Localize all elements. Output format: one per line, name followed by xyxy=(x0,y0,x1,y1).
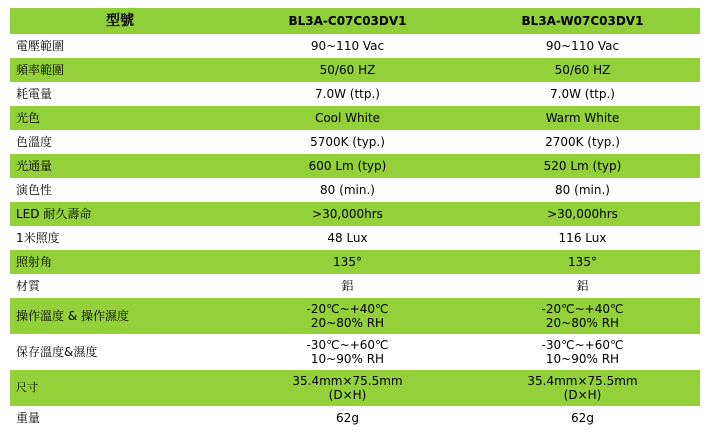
table-row xyxy=(10,130,700,154)
row-label: 頻率範圍 xyxy=(16,63,65,77)
row-value-2 xyxy=(465,338,700,366)
row-value-2-line-2: (D×H) xyxy=(563,388,602,402)
row-label: 光通量 xyxy=(16,159,53,173)
row-label: 色溫度 xyxy=(16,135,53,149)
row-label: 操作溫度 & 操作濕度 xyxy=(16,309,129,323)
row-value-2: Warm White xyxy=(545,111,620,125)
table-row xyxy=(10,154,700,178)
row-value-1: 80 (min.) xyxy=(320,183,375,197)
table-row xyxy=(10,202,700,226)
row-label: 電壓範圍 xyxy=(16,39,65,53)
header-label: 型號 xyxy=(106,13,134,29)
row-value-2: >30,000hrs xyxy=(547,207,618,221)
row-value-2-line-2: 10~90% RH xyxy=(545,352,620,366)
row-label: 照射角 xyxy=(16,255,53,269)
table-row xyxy=(10,34,700,58)
header-model-2: BL3A-W07C03DV1 xyxy=(521,14,644,28)
row-value-1 xyxy=(230,374,465,402)
row-label: 保存溫度&濕度 xyxy=(16,345,98,359)
table-row xyxy=(10,406,700,430)
table-row xyxy=(10,226,700,250)
table-row xyxy=(10,82,700,106)
row-value-2-line-1: -30℃~+60℃ xyxy=(541,338,624,352)
row-label: 1米照度 xyxy=(16,231,60,245)
row-value-2-line-1: 35.4mm×75.5mm xyxy=(527,374,638,388)
row-value-1: 600 Lm (typ) xyxy=(308,159,387,173)
row-value-1-line-2: (D×H) xyxy=(328,388,367,402)
header-model-1: BL3A-C07C03DV1 xyxy=(288,14,407,28)
row-value-2: 7.0W (ttp.) xyxy=(550,87,615,101)
table-row xyxy=(10,370,700,406)
table-row xyxy=(10,334,700,370)
row-value-2: 90~110 Vac xyxy=(545,39,620,53)
row-value-1 xyxy=(230,302,465,330)
row-value-2: 2700K (typ.) xyxy=(545,135,620,149)
row-value-2 xyxy=(465,374,700,402)
row-value-2: 鋁 xyxy=(576,279,589,293)
row-value-1-line-2: 20~80% RH xyxy=(310,316,385,330)
row-label: 耗電量 xyxy=(16,87,53,101)
row-value-2: 135° xyxy=(568,255,597,269)
row-value-2-line-1: -20℃~+40℃ xyxy=(541,302,624,316)
row-value-2: 50/60 HZ xyxy=(554,63,611,77)
row-value-2 xyxy=(465,302,700,330)
table-header-row xyxy=(10,8,700,34)
row-label: 尺寸 xyxy=(16,381,38,394)
row-value-1: 48 Lux xyxy=(327,231,368,245)
row-value-1-line-1: -20℃~+40℃ xyxy=(306,302,389,316)
row-value-1: 135° xyxy=(333,255,362,269)
row-label: LED 耐久壽命 xyxy=(16,207,92,221)
row-value-1: 鋁 xyxy=(341,279,354,293)
table-row xyxy=(10,298,700,334)
table-row xyxy=(10,274,700,298)
row-value-1-line-1: -30℃~+60℃ xyxy=(306,338,389,352)
row-value-2-line-2: 20~80% RH xyxy=(545,316,620,330)
row-label: 演色性 xyxy=(16,183,53,197)
table-row xyxy=(10,58,700,82)
row-value-2: 520 Lm (typ) xyxy=(543,159,622,173)
row-value-1-line-1: 35.4mm×75.5mm xyxy=(292,374,403,388)
row-label: 材質 xyxy=(16,279,41,293)
table-row xyxy=(10,250,700,274)
row-value-1: 5700K (typ.) xyxy=(310,135,385,149)
row-value-2: 80 (min.) xyxy=(555,183,610,197)
table-row xyxy=(10,106,700,130)
table-row xyxy=(10,178,700,202)
row-label: 重量 xyxy=(16,411,41,425)
row-value-1-line-2: 10~90% RH xyxy=(310,352,385,366)
spec-table xyxy=(10,8,700,430)
row-value-2: 62g xyxy=(571,411,594,425)
row-label: 光色 xyxy=(16,111,41,125)
row-value-1: 62g xyxy=(336,411,359,425)
row-value-1: 90~110 Vac xyxy=(310,39,385,53)
row-value-1: 50/60 HZ xyxy=(319,63,376,77)
row-value-2: 116 Lux xyxy=(558,231,607,245)
row-value-1: Cool White xyxy=(314,111,381,125)
row-value-1: 7.0W (ttp.) xyxy=(315,87,380,101)
row-value-1 xyxy=(230,338,465,366)
row-value-1: >30,000hrs xyxy=(312,207,383,221)
